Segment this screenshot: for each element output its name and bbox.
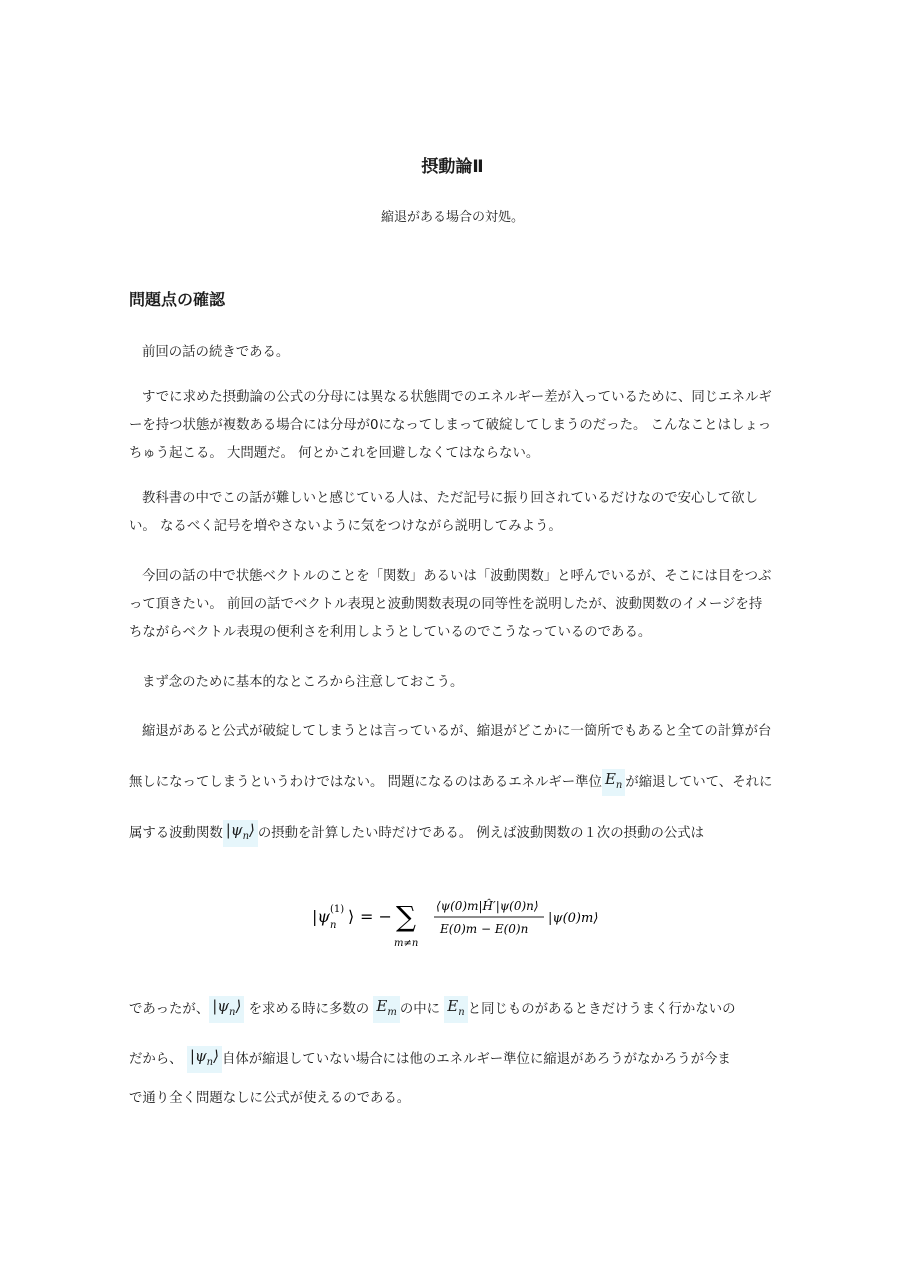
formula-equals-minus: = − <box>360 907 392 926</box>
formula-lhs-subscript: n <box>330 920 337 931</box>
paragraph-6-text-3: の摂動を計算したい時だけである。 例えば波動関数の１次の摂動の公式は <box>257 826 705 841</box>
paragraph-7-text-2: を求める時に多数の <box>248 1002 370 1017</box>
paragraph-1: 前回の話の続きである。 <box>142 345 290 360</box>
paragraph-6 <box>129 706 775 859</box>
formula-sum-index: m≠n <box>394 938 419 949</box>
formula-sigma: ∑ <box>396 900 416 933</box>
energy-symbol-En-2: $E_n$ <box>444 996 467 1023</box>
paragraph-7-text-3: の中に <box>399 1002 441 1017</box>
formula-lhs-psi: |ψ <box>312 907 330 926</box>
paragraph-5: まず念のために基本的なところから注意しておこう。 <box>142 675 464 690</box>
paragraph-7-text-7: で通り全く問題なしに公式が使えるのである。 <box>129 1091 411 1106</box>
paragraph-6-text-1: 縮退があると公式が破綻してしまうとは言っているが、縮退がどこかに一箇所でもあると全ての計算が台無しになってしまうというわけではない。 問題になるのはあるエネルギー準位 <box>129 724 772 790</box>
formula-lhs-close: ⟩ <box>348 907 355 926</box>
psi-n-ket-symbol-2: $|\psi_n⟩$ <box>209 996 244 1023</box>
section-heading: 問題点の確認 <box>129 290 226 309</box>
paragraph-7-text-5: だから、 <box>129 1052 183 1067</box>
energy-symbol-En: $E_n$ <box>602 769 625 796</box>
formula-lhs-superscript: (1) <box>330 904 345 915</box>
first-order-perturbation-formula <box>312 888 602 950</box>
paragraph-4: 今回の話の中で状態ベクトルのことを「関数」あるいは「波動関数」と呼んでいるが、そこには目をつぶって頂きたい。 前回の話でベクトル表現と波動関数表現の同等性を説明したが、波動関数のイメージを持ちながらベクトル表現の便利さを利用しようとしているのでこうなっているのである。 <box>129 569 772 640</box>
page-title: 摂動論Ⅱ <box>421 157 484 177</box>
psi-n-ket-symbol-3: $|\psi_n⟩$ <box>187 1046 222 1073</box>
paragraph-7-text-6: 自体が縮退していない場合には他のエネルギー準位に縮退があろうがなかろうが今ま <box>221 1052 731 1067</box>
psi-n-ket-symbol: $|\psi_n⟩$ <box>223 820 258 847</box>
paragraph-7-text-4: と同じものがあるときだけうまく行かないの <box>467 1002 736 1017</box>
paragraph-7 <box>129 985 775 1113</box>
formula-denominator: E(0)m − E(0)n <box>440 922 529 936</box>
paragraph-7-text-1: であったが、 <box>129 1002 210 1017</box>
formula-rhs: |ψ(0)m⟩ <box>548 911 599 926</box>
page-subtitle: 縮退がある場合の対処。 <box>380 210 524 225</box>
paragraph-6-text-2: が縮退していて、それに属する波動関数 <box>129 775 773 841</box>
paragraph-2: すでに求めた摂動論の公式の分母には異なる状態間でのエネルギー差が入っているために、同じエネルギーを持つ状態が複数ある場合には分母が0になってしまって破綻してしまうのだった。 こんなことはしょっちゅう起こる。 大問題だ。 何とかこれを回避しなくてはならない。 <box>129 390 772 461</box>
energy-symbol-Em: $E_m$ <box>373 996 399 1023</box>
paragraph-3: 教科書の中でこの話が難しいと感じている人は、ただ記号に振り回されているだけなので安心して欲しい。 なるべく記号を増やさないように気をつけながら説明してみよう。 <box>129 491 758 534</box>
formula-numerator: ⟨ψ(0)m|Ĥ′|ψ(0)n⟩ <box>436 899 539 913</box>
